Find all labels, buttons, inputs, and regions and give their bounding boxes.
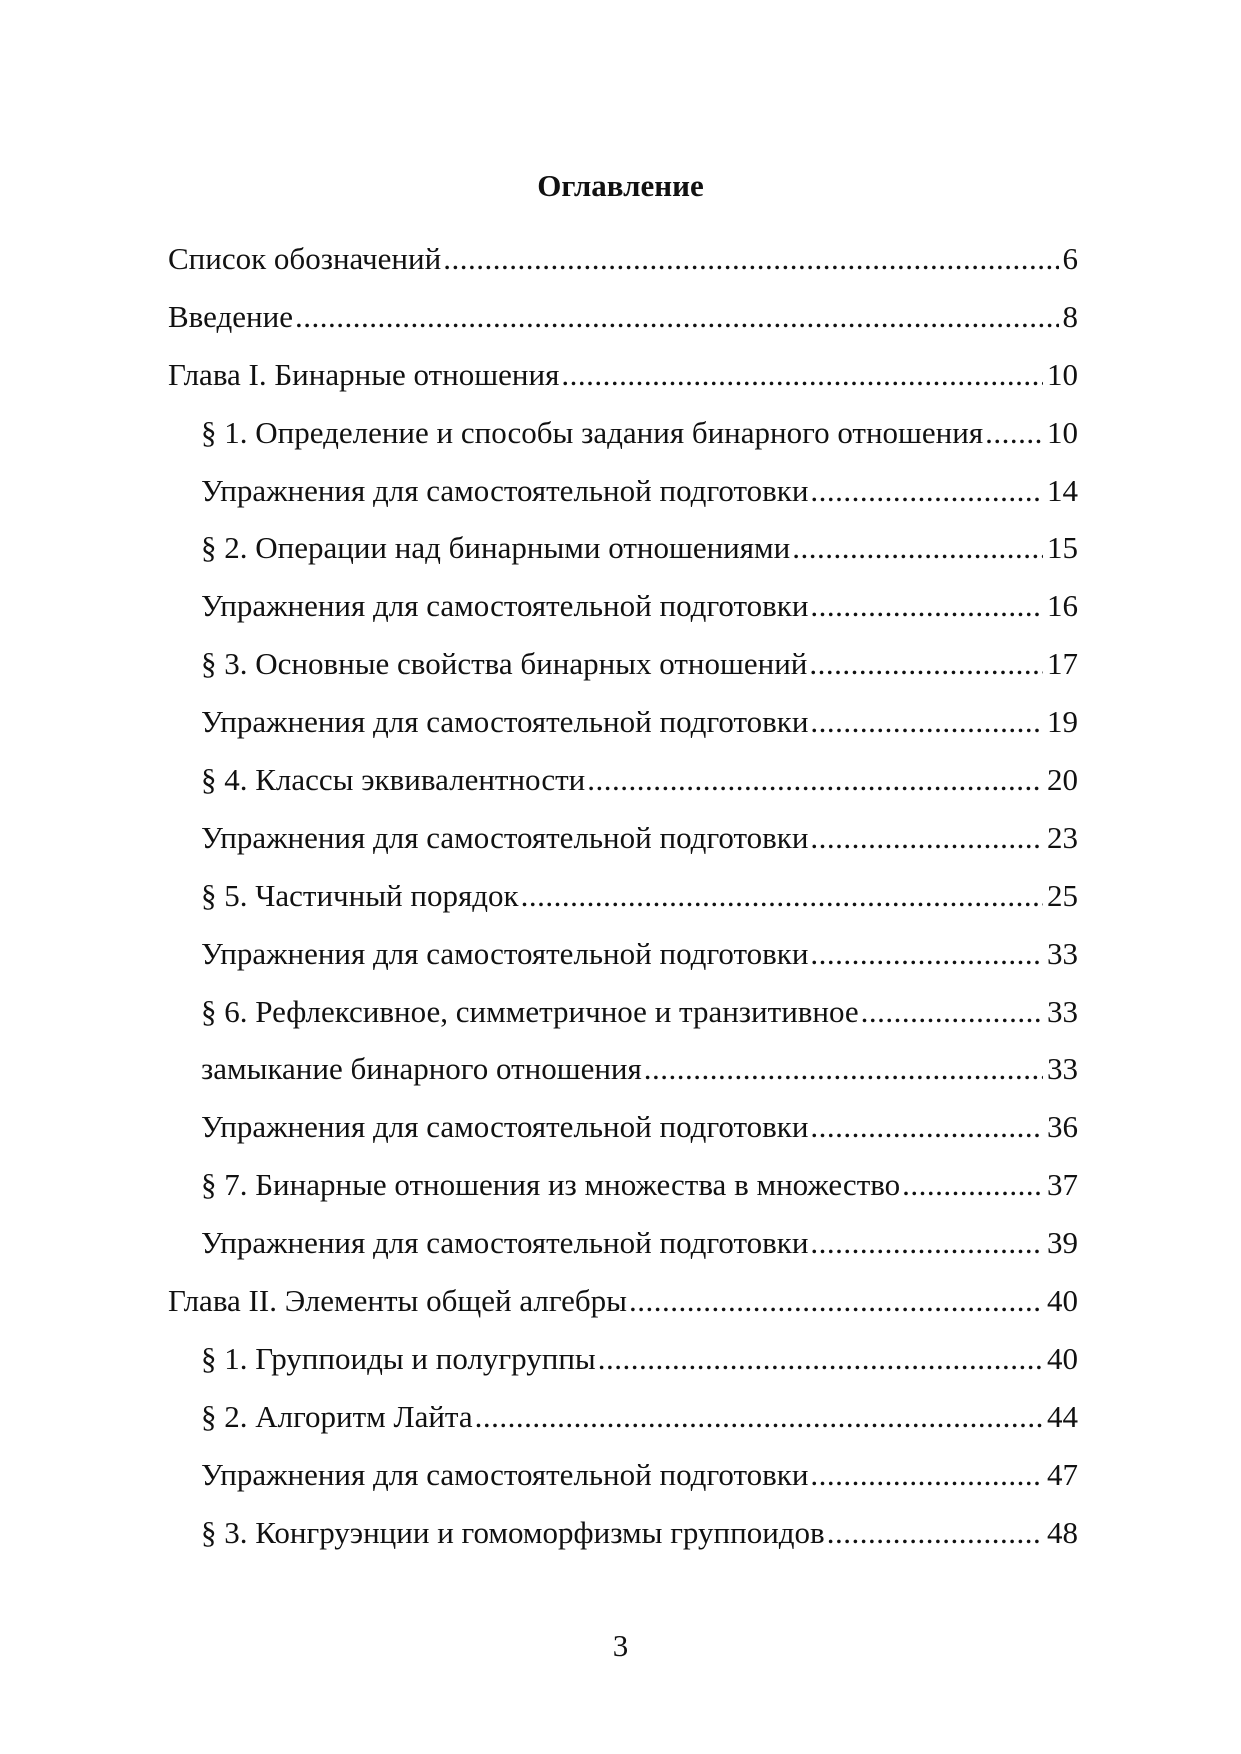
toc-dot-leader [585, 760, 1043, 800]
toc-entry-page: 33 [1047, 935, 1078, 971]
toc-dot-leader [559, 355, 1043, 395]
toc-entry[interactable] [168, 1339, 1078, 1397]
toc-entry-title: Глава I. Бинарные отношения [168, 356, 560, 392]
page-number: 3 [612, 1628, 629, 1663]
toc-entry[interactable] [168, 644, 1078, 702]
toc-entry-title: § 2. Алгоритм Лайта [201, 1398, 473, 1434]
toc-dot-leader [900, 1165, 1043, 1205]
toc-entry-page: 15 [1047, 530, 1078, 566]
toc-dot-leader [808, 702, 1043, 742]
toc-dot-leader [441, 239, 1058, 279]
toc-entry-page: 23 [1047, 819, 1078, 855]
toc-entry-title: Упражнения для самостоятельной подготовки [201, 1456, 809, 1492]
toc-entry-page: 39 [1047, 1225, 1078, 1261]
toc-dot-leader [642, 1049, 1043, 1089]
toc-entry-page: 16 [1047, 588, 1078, 624]
toc-entry-page: 19 [1047, 704, 1078, 740]
toc-entry-title: Упражнения для самостоятельной подготовки [201, 935, 809, 971]
toc-entry-title: § 4. Классы эквивалентности [201, 762, 586, 798]
toc-dot-leader [519, 876, 1043, 916]
toc-entry-title: § 3. Основные свойства бинарных отношений [201, 646, 808, 682]
toc-entry-page: 40 [1047, 1283, 1078, 1319]
toc-entry-page: 40 [1047, 1340, 1078, 1376]
toc-entry-page: 33 [1047, 1051, 1078, 1087]
toc-dot-leader [473, 1397, 1043, 1437]
toc-entry[interactable] [168, 1049, 1078, 1107]
toc-entry-page: 6 [1062, 241, 1078, 276]
toc-entry[interactable] [168, 586, 1078, 644]
toc-entry-title: Упражнения для самостоятельной подготовки [201, 1225, 809, 1261]
toc-entry-title: § 3. Конгруэнции и гомоморфизмы группоидов [201, 1514, 825, 1550]
toc-entry-page: 47 [1047, 1456, 1078, 1492]
toc-dot-leader [808, 1223, 1043, 1263]
toc-entry-title: Упражнения для самостоятельной подготовки [201, 472, 809, 508]
toc-entry[interactable] [168, 528, 1078, 586]
toc-entry-title: Упражнения для самостоятельной подготовки [201, 1109, 809, 1145]
toc-entry-page: 8 [1062, 298, 1078, 334]
toc-entry[interactable] [168, 1281, 1078, 1339]
toc-entry-page: 44 [1047, 1398, 1078, 1434]
toc-entry-page: 25 [1047, 877, 1078, 913]
toc-entry-title: § 5. Частичный порядок [201, 877, 519, 913]
toc-dot-leader [808, 471, 1043, 511]
toc-entry-title: § 7. Бинарные отношения из множества в множество [201, 1167, 901, 1203]
toc-entry[interactable] [168, 1223, 1078, 1281]
toc-entry[interactable] [168, 297, 1078, 355]
toc-dot-leader [808, 1455, 1043, 1495]
toc-entry-title: § 2. Операции над бинарными отношениями [201, 530, 791, 566]
toc-entry-page: 10 [1047, 414, 1078, 450]
toc-entry[interactable] [168, 1455, 1078, 1513]
toc-entry-title: замыкание бинарного отношения [201, 1051, 642, 1087]
toc-entry[interactable] [168, 1513, 1078, 1571]
toc-entry[interactable] [168, 1107, 1078, 1165]
toc-dot-leader [293, 297, 1059, 337]
toc-entry-page: 14 [1047, 472, 1078, 508]
toc-entry-title: § 6. Рефлексивное, симметричное и транзитивное [201, 993, 859, 1029]
toc-entry[interactable] [168, 934, 1078, 992]
toc-entry-title: Глава II. Элементы общей алгебры [168, 1283, 627, 1319]
toc-entry-title: § 1. Определение и способы задания бинарного отношения [201, 414, 984, 450]
toc-entry-page: 33 [1047, 993, 1078, 1029]
toc-entry[interactable] [168, 760, 1078, 818]
toc-entry[interactable] [168, 471, 1078, 529]
toc-entry-title: Упражнения для самостоятельной подготовки [201, 704, 809, 740]
toc-entry-page: 48 [1047, 1514, 1078, 1550]
toc-dot-leader [859, 992, 1043, 1032]
toc-entry[interactable] [168, 1397, 1078, 1455]
toc-entry[interactable] [168, 818, 1078, 876]
toc-entry-page: 36 [1047, 1109, 1078, 1145]
toc-entry-title: Упражнения для самостоятельной подготовки [201, 588, 809, 624]
toc-entry-title: Список обозначений [168, 241, 442, 276]
toc-entry[interactable] [168, 239, 1078, 297]
toc-dot-leader [808, 586, 1043, 626]
toc-dot-leader [983, 413, 1043, 453]
toc-entry-page: 20 [1047, 762, 1078, 798]
toc-entry-title: Упражнения для самостоятельной подготовки [201, 819, 809, 855]
table-of-contents [168, 239, 1078, 1570]
toc-dot-leader [790, 528, 1043, 568]
toc-entry-page: 17 [1047, 646, 1078, 682]
toc-entry[interactable] [168, 413, 1078, 471]
toc-entry[interactable] [168, 355, 1078, 413]
toc-entry-page: 37 [1047, 1167, 1078, 1203]
toc-entry-title: Введение [168, 298, 293, 334]
toc-entry-page: 10 [1047, 356, 1078, 392]
toc-entry[interactable] [168, 702, 1078, 760]
page-title: Оглавление [537, 168, 704, 203]
toc-entry[interactable] [168, 992, 1078, 1050]
toc-dot-leader [807, 644, 1043, 684]
toc-dot-leader [808, 1107, 1043, 1147]
toc-dot-leader [627, 1281, 1043, 1321]
toc-entry[interactable] [168, 1165, 1078, 1223]
toc-entry-title: § 1. Группоиды и полугруппы [201, 1340, 596, 1376]
toc-dot-leader [808, 818, 1043, 858]
toc-dot-leader [808, 934, 1043, 974]
toc-dot-leader [825, 1513, 1043, 1553]
toc-entry[interactable] [168, 876, 1078, 934]
toc-dot-leader [596, 1339, 1043, 1379]
